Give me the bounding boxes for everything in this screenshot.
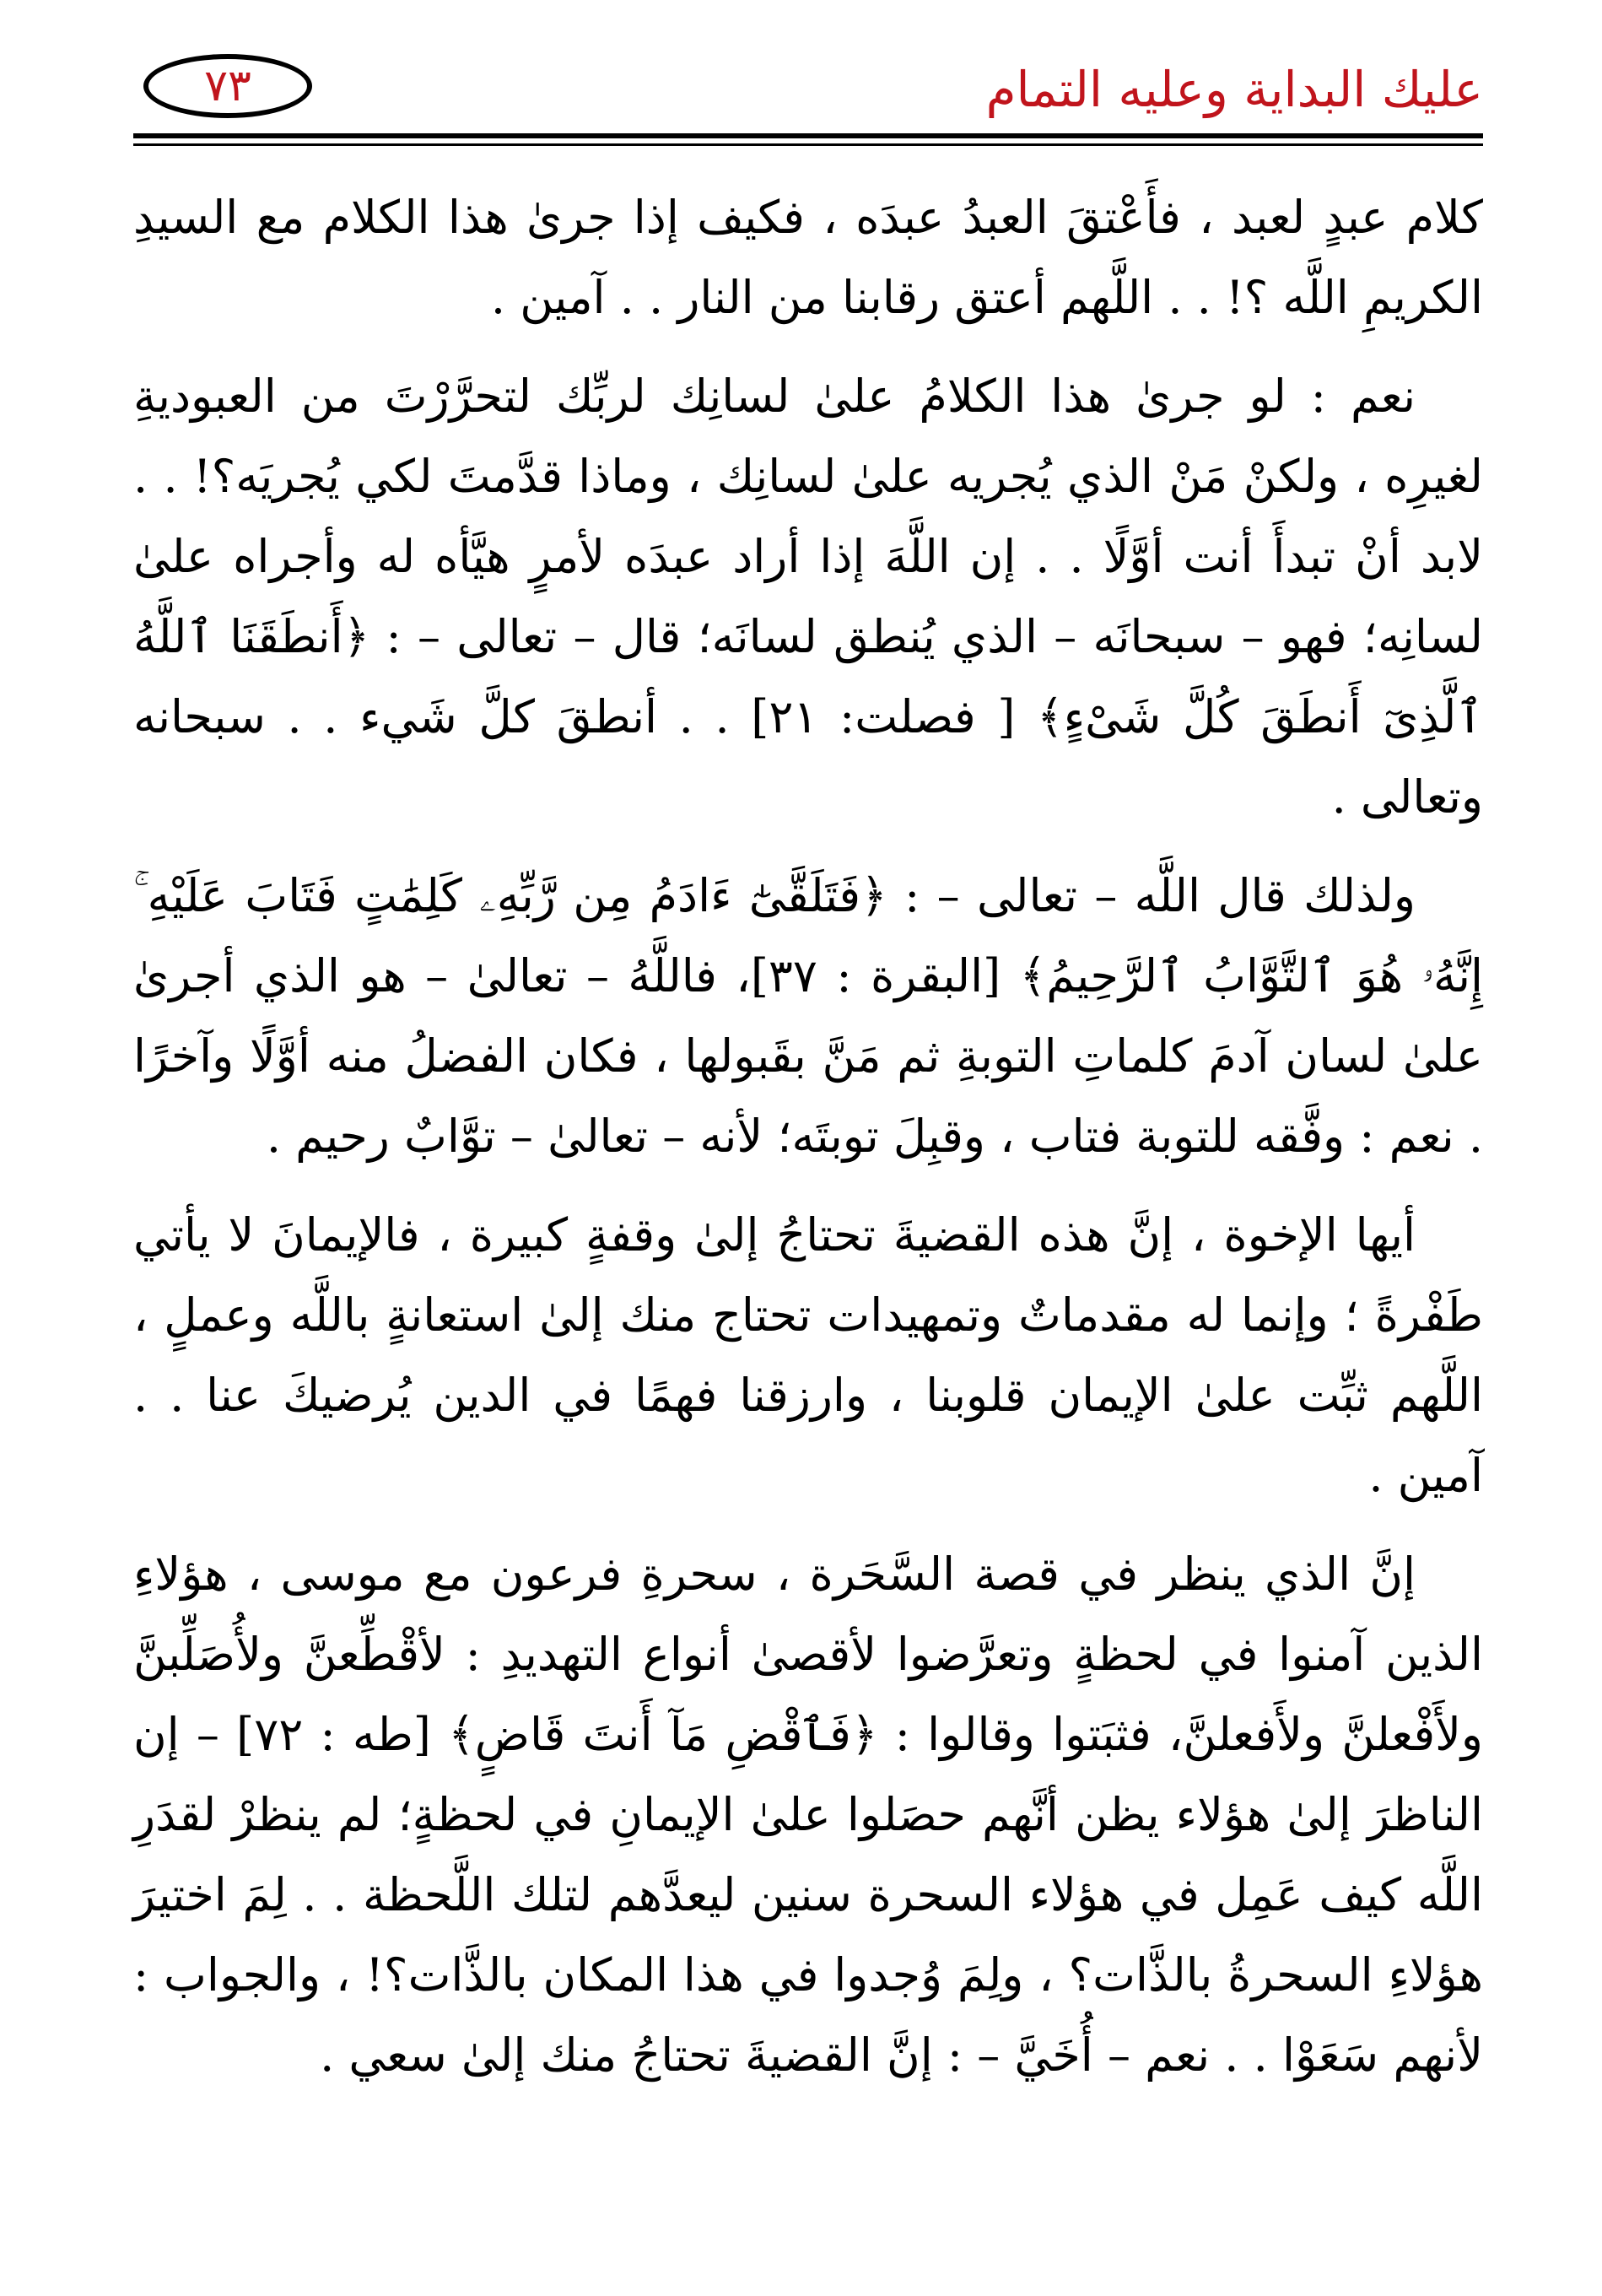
page-number-oval [143,54,312,118]
page-header [133,51,1483,143]
paragraph-1: كلام عبدٍ لعبد ، فأَعْتقَ العبدُ عبدَه ، فكيف إذا جرىٰ هذا الكلام مع السيدِ الكريمِ اللَّه ؟! . . اللَّهم أعتق رقابنا من النار . . آمين . [133,191,1483,324]
header-rule-thin [133,143,1483,146]
page-number: ٧٣ [204,61,251,111]
header-rule-thick [133,133,1483,138]
body-text [133,177,1483,2114]
book-page [133,51,1483,2261]
paragraph-5: إنَّ الذي ينظر في قصة السَّحَرة ، سحرةِ فرعون مع موسى ، هؤلاءِ الذين آمنوا في لحظةٍ وتعرَّضوا لأقصىٰ أنواع التهديدِ : لأقْطِّعنَّ ولأُصَلِّبنَّ ولأَفْعلنَّ ولأَفعلنَّ، فثبَتوا وقالوا : ﴿فَٱقْضِ مَآ أَنتَ قَاضٍ﴾ [طه : ٧٢] – إن الناظرَ إلىٰ هؤلاء يظن أنَّهم حصَلوا علىٰ الإيمانِ في لحظةٍ؛ لم ينظرْ لقدَرِ اللَّه كيف عَمِل في هؤلاء السحرة سنين ليعدَّهم لتلك اللَّحظة . . لِمَ اختيرَ هؤلاءِ السحرةُ بالذَّات؟ ، ولِمَ وُجدوا في هذا المكان بالذَّات؟! ، والجواب : لأنهم سَعَوْا . . نعم – أُخَيَّ – : إنَّ القضيةَ تحتاجُ منك إلىٰ سعي . [133,1548,1484,2082]
running-title: عليك البداية وعليه التمام [985,61,1483,118]
paragraph-3: ولذلك قال اللَّه – تعالى – : ﴿فَتَلَقَّىٰٓ ءَادَمُ مِن رَّبِّهِۦ كَلِمَٰتٍ فَتَابَ عَلَيْهِ ۚ إِنَّهُۥ هُوَ ٱلتَّوَّابُ ٱلرَّحِيمُ﴾ [البقرة : ٣٧]، فاللَّهُ – تعالىٰ – هو الذي أجرىٰ علىٰ لسان آدمَ كلماتِ التوبةِ ثم مَنَّ بقَبولها ، فكان الفضلُ منه أوَّلًا وآخرًا . نعم : وفَّقه للتوبة فتاب ، وقبِلَ توبتَه؛ لأنه – تعالىٰ – توَّابٌ رحيم . [133,869,1483,1163]
paragraph-4: أيها الإخوة ، إنَّ هذه القضيةَ تحتاجُ إلىٰ وقفةٍ كبيرة ، فالإيمانَ لا يأتي طَفْرةً ؛ وإنما له مقدماتٌ وتمهيدات تحتاج منك إلىٰ استعانةٍ باللَّه وعملٍ ، اللَّهم ثبِّت علىٰ الإيمان قلوبنا ، وارزقنا فهمًا في الدين يُرضيكَ عنا . . آمين . [133,1208,1483,1502]
paragraph-2: نعم : لو جرىٰ هذا الكلامُ علىٰ لسانِك لربِّك لتحرَّرْتَ من العبوديةِ لغيرِه ، ولكنْ مَنْ الذي يُجريه علىٰ لسانِك ، وماذا قدَّمتَ لكي يُجريَه؟! . . لابد أنْ تبدأَ أنت أوَّلًا . . إن اللَّهَ إذا أراد عبدَه لأمرٍ هيَّأه له وأجراه علىٰ لسانِه؛ فهو – سبحانَه – الذي يُنطق لسانَه؛ قال – تعالى – : ﴿أَنطَقَنَا ٱللَّهُ ٱلَّذِىٓ أَنطَقَ كُلَّ شَىْءٍ﴾ [ فصلت: ٢١] . . أنطقَ كلَّ شَيء . . سبحانه وتعالى . [133,370,1483,824]
